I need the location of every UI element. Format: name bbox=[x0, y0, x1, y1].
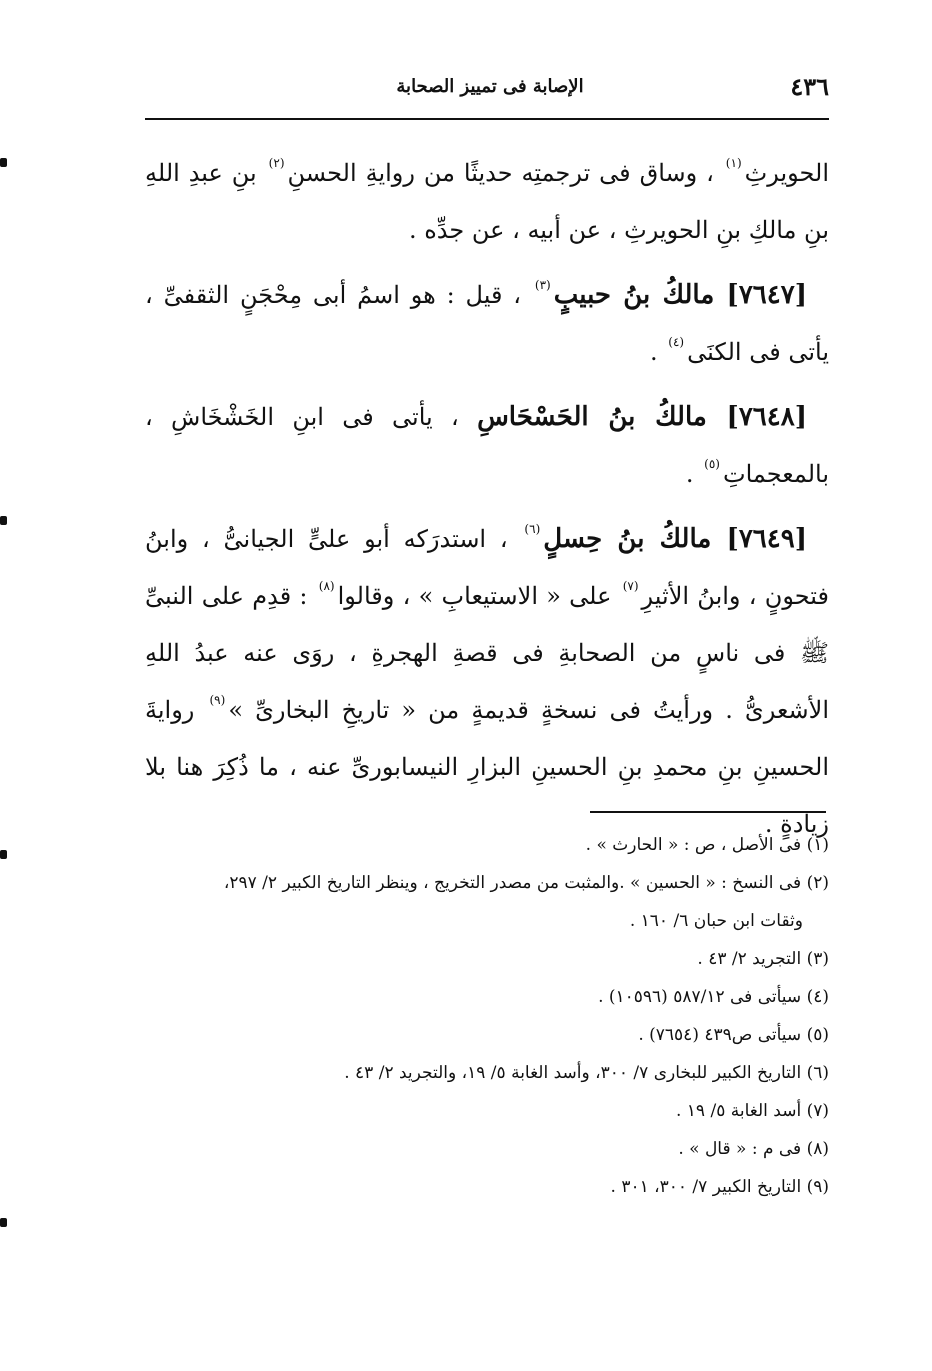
footnote-ref: (١) bbox=[725, 156, 742, 170]
page-header bbox=[145, 70, 829, 110]
page-number: ٤٣٦ bbox=[790, 72, 829, 101]
footnote-separator bbox=[590, 811, 826, 813]
footnote-ref: (٩) bbox=[209, 693, 226, 707]
main-text bbox=[145, 145, 829, 861]
running-title: الإصابة فى تمييز الصحابة bbox=[396, 76, 584, 97]
scan-edge-mark bbox=[0, 850, 7, 859]
footnote-ref: (٧) bbox=[622, 579, 639, 593]
footnote: (٧) أسد الغابة ٥/ ١٩ . bbox=[675, 1101, 829, 1121]
footnote: (٨) فى م : « قال » . bbox=[678, 1139, 829, 1159]
entry-7648: [٧٦٤٨] مالكُ بنُ الحَسْحَاسِ ، يأتى فى ابنِ الخَشْخَاشِ ، بالمعجماتِ$^{(٥)}$ . bbox=[145, 402, 829, 488]
scan-edge-mark bbox=[0, 158, 7, 167]
footnote-ref: (٥) bbox=[704, 457, 720, 471]
footnote: (٤) سيأتى فى ٥٨٧/١٢ (١٠٥٩٦) . bbox=[598, 987, 829, 1007]
scan-edge-mark bbox=[0, 516, 7, 525]
footnote: (٦) التاريخ الكبير للبخارى ٧/ ٣٠٠، وأسد الغابة ٥/ ١٩، والتجريد ٢/ ٤٣ . bbox=[344, 1063, 829, 1083]
entry-7647: [٧٦٤٧] مالكُ بنُ حبيبٍ$^{(٣)}$ ، قيل : هو اسمُ أبى مِحْجَنٍ الثقفىِّ ، يأتى فى الكنَى$^{(٤)}$ . bbox=[145, 278, 829, 366]
footnote-ref: (٦) bbox=[524, 522, 541, 536]
entry-heading: [٧٦٤٩] مالكُ بنُ حِسلٍ bbox=[543, 524, 808, 554]
continuation-paragraph: الحويرثِ$^{(١)}$ ، وساق فى ترجمتِه حديثًا من روايةِ الحسنِ$^{(٢)}$ بنِ عبدِ اللهِ بنِ مالكِ بنِ الحويرثِ ، عن أبيه ، عن جدِّه . bbox=[145, 156, 830, 244]
footnote-continuation: وثقات ابن حبان ٦/ ١٦٠ . bbox=[629, 911, 803, 931]
scan-edge-mark bbox=[0, 1218, 7, 1227]
footnote-ref: (٨) bbox=[318, 579, 335, 593]
footnote: (٥) سيأتى ص٤٣٩ (٧٦٥٤) . bbox=[638, 1025, 829, 1045]
footnote-ref: (٤) bbox=[668, 335, 685, 349]
footnote: (٣) التجريد ٢/ ٤٣ . bbox=[697, 949, 829, 969]
header-rule bbox=[145, 118, 829, 120]
footnote: (٢) فى النسخ : « الحسين » .والمثبت من مصدر التخريج ، وينظر التاريخ الكبير ٢/ ٢٩٧، bbox=[223, 873, 829, 893]
footnote-ref: (٢) bbox=[268, 156, 285, 170]
footnote: (١) فى الأصل ، ص : « الحارث » . bbox=[585, 835, 829, 855]
footnote: (٩) التاريخ الكبير ٧/ ٣٠٠، ٣٠١ . bbox=[610, 1177, 829, 1197]
footnote-ref: (٣) bbox=[534, 278, 551, 292]
entry-heading: [٧٦٤٨] مالكُ بنُ الحَسْحَاسِ bbox=[477, 402, 807, 432]
entry-7649: [٧٦٤٩] مالكُ بنُ حِسلٍ$^{(٦)}$ ، استدرَكه أبو علىٍّ الجيانىُّ ، وابنُ فتحونٍ ، وابنُ الأثيرِ$^{(٧)}$ على « الاستيعابِ » ، وقالوا$^{(٨)}$ : قدِم على النبىِّ ﷺ فى ناسٍ من الصحابةِ فى قصةِ الهجرةِ ، روَى عنه عبدُ اللهِ الأشعرىُّ . ورأيتُ فى نسخةٍ قديمةٍ من « تاريخِ البخارىِّ »$^{(٩)}$ روايةَ الحسينِ بنِ محمدِ بنِ الحسينِ البزارِ النيسابورىِّ عنه ، ما ذُكِرَ هنا بلا زيادةٍ . bbox=[145, 522, 829, 838]
entry-heading: [٧٦٤٧] مالكُ بنُ حبيبٍ bbox=[553, 280, 807, 310]
footnotes bbox=[145, 826, 829, 1206]
